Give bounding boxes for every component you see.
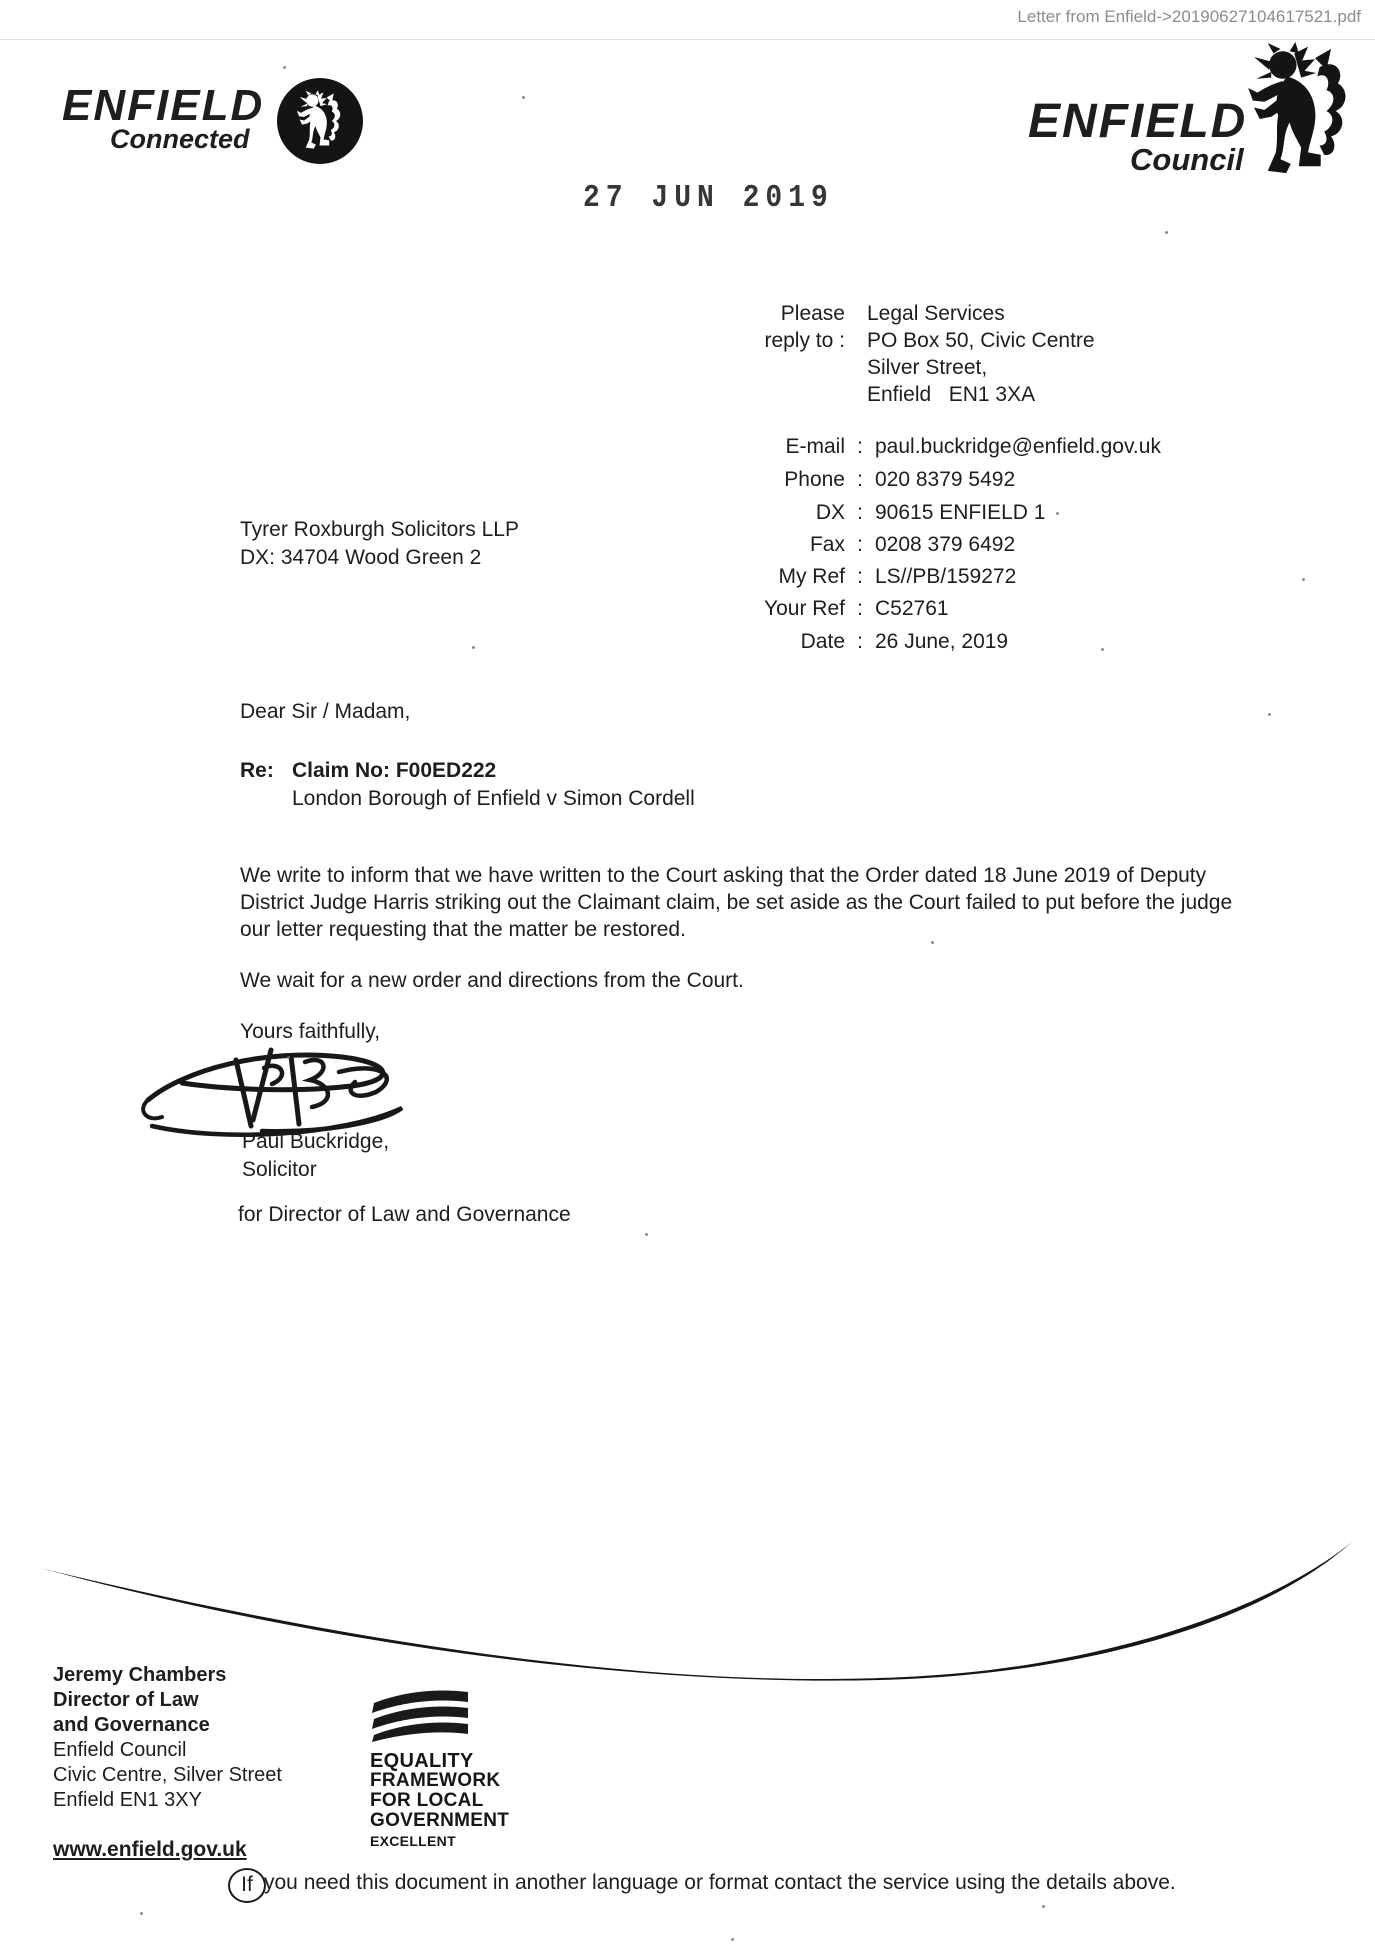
scan-speck (1101, 648, 1104, 651)
equality-logo-line: EQUALITY (370, 1750, 474, 1772)
reply-to-line: PO Box 50, Civic Centre (867, 329, 1095, 352)
re-label: Re: (240, 759, 274, 782)
field-label: My Ref (778, 565, 845, 588)
scan-speck (1302, 578, 1305, 581)
scan-speck (1268, 713, 1271, 716)
enfield-lion-badge-icon (277, 78, 363, 164)
field-row-yourref (620, 597, 1340, 621)
enfield-council-wordmark: ENFIELD (1028, 95, 1248, 148)
enfield-connected-subtitle: Connected (110, 124, 250, 154)
equality-logo-line: FRAMEWORK (370, 1770, 501, 1791)
field-colon: : (857, 597, 863, 620)
field-label: Date (800, 630, 845, 653)
field-row-phone (620, 468, 1340, 492)
reply-to-label (690, 300, 845, 354)
field-label: Your Ref (764, 597, 845, 620)
claim-number: Claim No: F00ED222 (292, 759, 497, 782)
signatory-name: Paul Buckridge, (242, 1130, 390, 1153)
scan-speck (287, 1056, 290, 1059)
field-row-email (620, 435, 1340, 459)
field-value: 26 June, 2019 (875, 630, 1009, 653)
scan-speck (283, 66, 286, 69)
recipient-line: DX: 34704 Wood Green 2 (240, 546, 482, 569)
equality-stripes-icon (370, 1686, 470, 1742)
reply-to-line: Silver Street, (867, 356, 988, 379)
reply-to-line: Enfield EN1 3XA (867, 383, 1036, 406)
scan-speck (1165, 231, 1168, 234)
website-url: www.enfield.gov.uk (53, 1838, 247, 1861)
equality-framework-logo (370, 1686, 509, 1851)
viewer-separator-line (0, 39, 1375, 40)
body-paragraph: We write to inform that we have written to the Court asking that the Order dated 18 June 2019 of Deputy District Judge Harris striking out the Claimant claim, be set aside as the Court failed to put before the judge our letter requesting that the matter be restored. (240, 864, 1233, 941)
field-value: C52761 (875, 597, 949, 620)
lion-rampant-icon (1248, 42, 1352, 185)
signatory-for: for Director of Law and Governance (238, 1203, 571, 1226)
signatory-block (242, 1128, 389, 1184)
recipient-address (240, 516, 519, 572)
scan-speck (522, 96, 525, 99)
signatory-title: Solicitor (242, 1158, 317, 1181)
equality-logo-text (370, 1751, 509, 1851)
salutation: Dear Sir / Madam, (240, 700, 411, 723)
scan-speck (140, 1912, 143, 1915)
field-value: 0208 379 6492 (875, 533, 1016, 556)
pdf-filename: Letter from Enfield->20190627104617521.pdf (1017, 7, 1361, 26)
field-value: 020 8379 5492 (875, 468, 1016, 491)
equality-logo-line: EXCELLENT (370, 1833, 456, 1849)
equality-logo-line: FOR LOCAL (370, 1790, 484, 1811)
field-value: LS//PB/159272 (875, 565, 1017, 588)
reply-to-line: Legal Services (867, 302, 1005, 325)
footer-contact-line: Enfield EN1 3XY (53, 1789, 202, 1811)
language-notice (228, 1866, 1176, 1901)
reply-to-label-line1: Please (780, 302, 845, 325)
scan-speck (1042, 1905, 1045, 1908)
scan-speck (931, 941, 934, 944)
field-value: 90615 ENFIELD 1 (875, 501, 1046, 524)
scan-speck (472, 646, 475, 649)
footer-contact-line: and Governance (53, 1714, 210, 1736)
equality-logo-line: GOVERNMENT (370, 1810, 510, 1831)
body-paragraph: We wait for a new order and directions from the Court. (240, 969, 744, 992)
enfield-council-subtitle: Council (1130, 142, 1244, 177)
footer-contact-line: Civic Centre, Silver Street (53, 1764, 282, 1786)
footer-contact-line: Director of Law (53, 1689, 199, 1711)
footer-contact-line: Enfield Council (53, 1739, 187, 1761)
field-colon: : (857, 630, 863, 653)
received-date-stamp: 27 JUN 2019 (583, 181, 834, 216)
field-colon: : (857, 501, 863, 524)
field-colon: : (857, 435, 863, 458)
reply-to-address (867, 300, 1095, 408)
scan-speck (645, 1233, 648, 1236)
field-colon: : (857, 468, 863, 491)
circled-if-mark: If (228, 1868, 266, 1903)
scan-speck (1056, 512, 1059, 515)
closing: Yours faithfully, (240, 1020, 381, 1043)
field-row-myref (620, 565, 1340, 589)
case-title: London Borough of Enfield v Simon Cordell (292, 787, 695, 810)
field-label: Fax (809, 533, 845, 556)
field-row-fax (620, 533, 1340, 557)
field-colon: : (857, 533, 863, 556)
recipient-line: Tyrer Roxburgh Solicitors LLP (240, 518, 519, 541)
field-row-date (620, 630, 1340, 654)
field-label: Phone (784, 468, 845, 491)
subject-block (240, 757, 695, 813)
field-colon: : (857, 565, 863, 588)
field-value: paul.buckridge@enfield.gov.uk (875, 435, 1161, 458)
footer-contact-block (53, 1663, 282, 1813)
footer-contact-line: Jeremy Chambers (53, 1664, 227, 1686)
enfield-connected-wordmark: ENFIELD (62, 81, 265, 130)
scan-speck (731, 1938, 734, 1941)
language-notice-text: you need this document in another language or format contact the service using the details above. (264, 1871, 1176, 1894)
enfield-council-logo (1020, 42, 1365, 182)
reply-to-label-line2: reply to : (764, 329, 845, 352)
field-row-dx (620, 501, 1340, 525)
field-label: E-mail (785, 435, 845, 458)
field-label: DX (815, 501, 845, 524)
